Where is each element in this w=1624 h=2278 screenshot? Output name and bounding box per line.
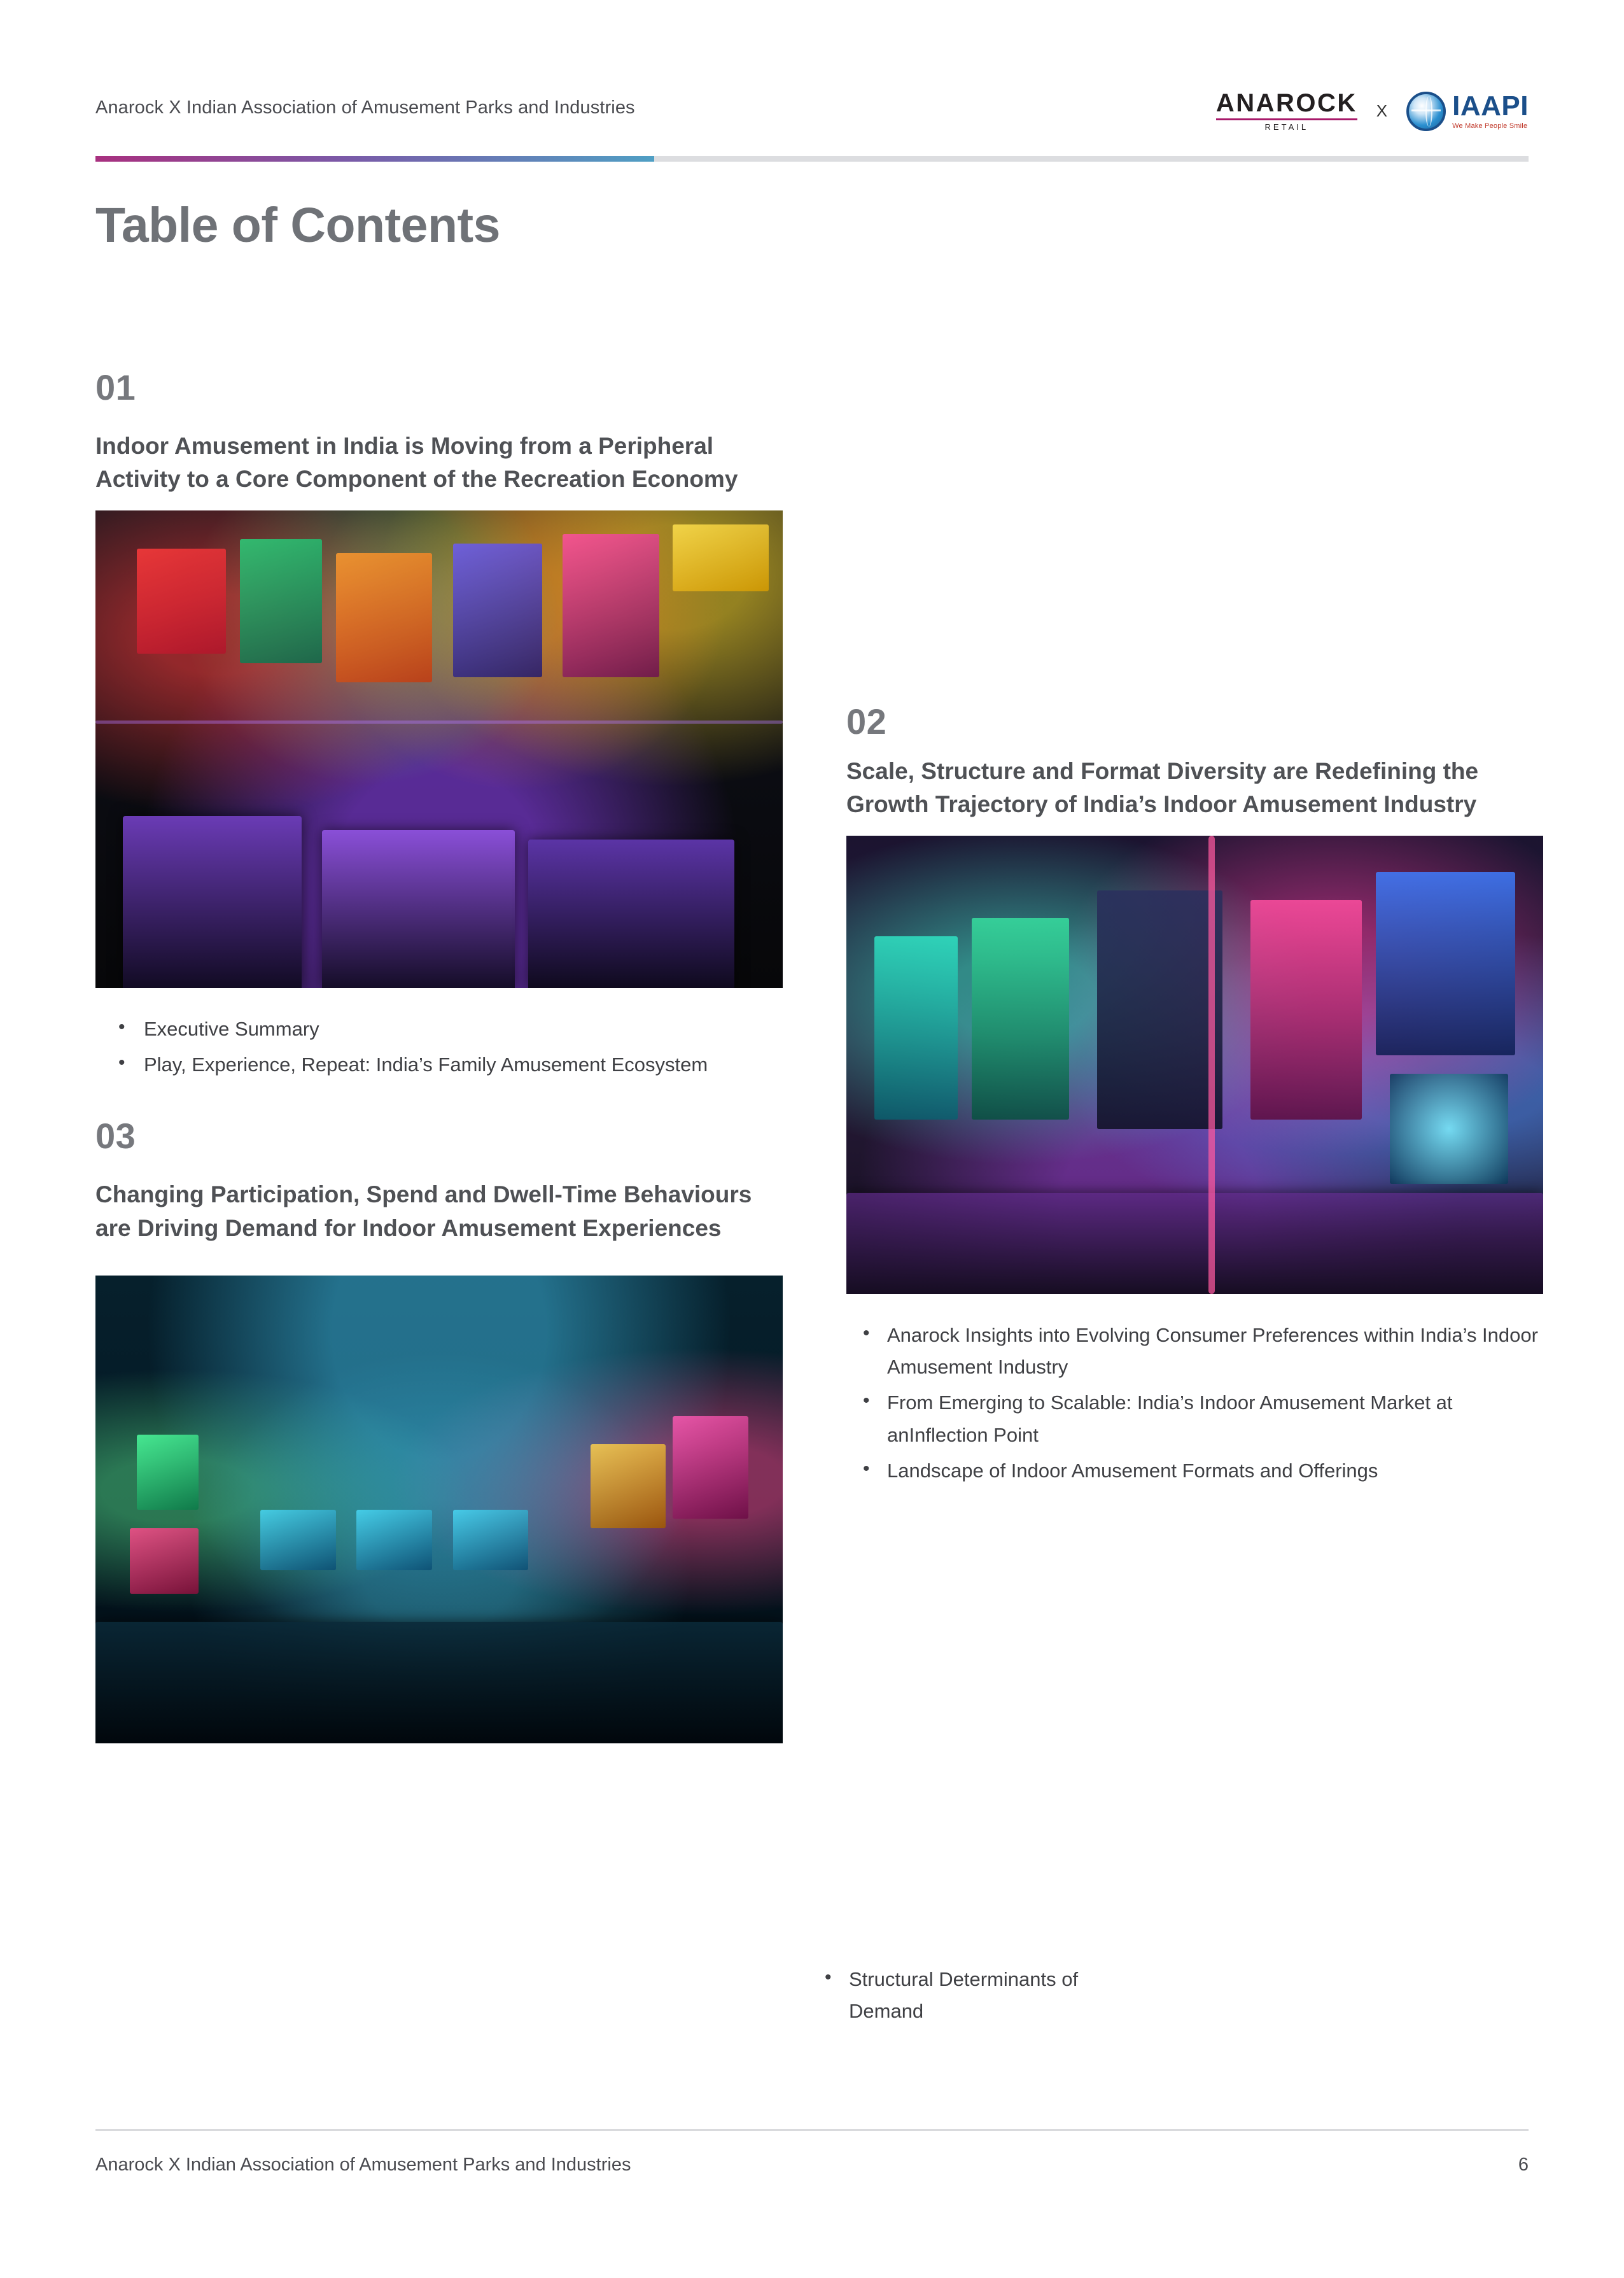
image-detail: [137, 1435, 199, 1510]
iaapi-logo: [1406, 92, 1529, 131]
section-number-01: 01: [95, 367, 136, 407]
left-column: [95, 369, 783, 1743]
image-detail: [1376, 872, 1515, 1055]
image-detail: [846, 1193, 1543, 1293]
section-bullets-02-continued: [809, 1964, 1140, 2027]
page-header: [95, 89, 1529, 134]
image-detail: [563, 534, 659, 677]
section-number-03: 03: [95, 1116, 136, 1157]
header-divider: [95, 156, 1529, 162]
image-detail: [1097, 890, 1222, 1128]
section-heading-01: Indoor Amusement in India is Moving from a Peripheral Activity to a Core Component of the Recreation Economy: [95, 432, 738, 493]
image-detail: [130, 1528, 199, 1594]
list-item: • Executive Summary: [95, 1013, 783, 1045]
image-detail: [1208, 836, 1215, 1294]
anarock-logo: [1216, 90, 1357, 132]
section-image-03: [95, 1276, 783, 1743]
section-heading-02: Scale, Structure and Format Diversity are Redefining the Growth Trajectory of India’s Indoor Amusement Industry: [846, 757, 1479, 818]
footer-text: Anarock X Indian Association of Amusement Parks and Industries: [95, 2155, 631, 2175]
header-divider-accent: [95, 156, 654, 162]
image-detail: [874, 936, 958, 1120]
image-detail: [1390, 1074, 1508, 1184]
image-detail: [95, 1622, 783, 1743]
list-item: • Structural Determinants of Demand: [809, 1964, 1140, 2027]
right-column: [846, 703, 1543, 1497]
section-bullets-02: [846, 1319, 1543, 1487]
anarock-rule: [1216, 118, 1357, 120]
anarock-sub-label: RETAIL: [1264, 122, 1309, 132]
globe-icon: [1406, 92, 1446, 131]
image-detail: [1250, 900, 1362, 1120]
page-footer: [95, 2155, 1529, 2176]
section-bullets-01: [95, 1013, 783, 1081]
section-image-01: [95, 510, 783, 988]
list-item: • From Emerging to Scalable: India’s Indoor Amusement Market at anInflection Point: [846, 1387, 1543, 1451]
image-detail: [95, 721, 783, 724]
list-item: • Landscape of Indoor Amusement Formats and Offerings: [846, 1455, 1543, 1487]
list-item: • Play, Experience, Repeat: India’s Family Amusement Ecosystem: [95, 1049, 783, 1081]
image-detail: [528, 840, 734, 988]
section-image-02: [846, 836, 1543, 1294]
image-detail: [453, 1510, 529, 1571]
image-detail: [673, 1416, 748, 1519]
page-title: Table of Contents: [95, 198, 500, 253]
header-logos: [1216, 89, 1529, 132]
page-number: 6: [1518, 2155, 1529, 2175]
header-title: Anarock X Indian Association of Amusement Parks and Industries: [95, 97, 635, 118]
image-detail: [356, 1510, 432, 1571]
iaapi-wordmark: IAAPI: [1452, 90, 1529, 122]
anarock-wordmark: ANAROCK: [1215, 89, 1357, 117]
image-detail: [137, 549, 226, 654]
image-detail: [123, 816, 302, 988]
footer-divider: [95, 2129, 1529, 2131]
image-detail: [972, 918, 1069, 1120]
image-detail: [260, 1510, 336, 1571]
list-item: • Anarock Insights into Evolving Consumer Preferences within India’s Indoor Amusement Industry: [846, 1319, 1543, 1383]
image-detail: [591, 1444, 666, 1528]
image-detail: [322, 830, 514, 988]
iaapi-tagline: We Make People Smile: [1452, 122, 1528, 130]
image-detail: [240, 539, 323, 663]
image-detail: [673, 524, 769, 591]
section-number-02: 02: [846, 701, 887, 742]
image-detail: [453, 544, 542, 677]
section-heading-03: Changing Participation, Spend and Dwell-Time Behaviours are Driving Demand for Indoor Amusement Experiences: [95, 1181, 752, 1241]
collaboration-x-label: X: [1376, 101, 1388, 120]
image-detail: [336, 553, 432, 682]
iaapi-text: [1452, 92, 1529, 130]
